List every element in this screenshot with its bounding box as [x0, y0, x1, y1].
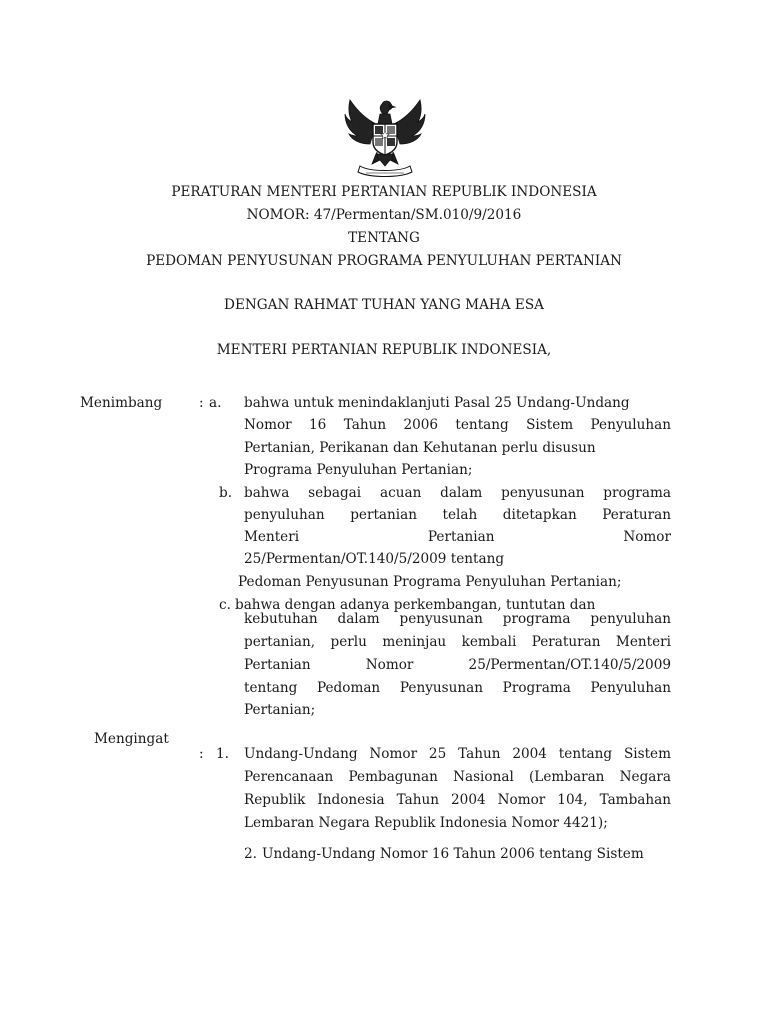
regulation-title: PERATURAN MENTERI PERTANIAN REPUBLIK INDONESIA [171, 184, 597, 200]
mengingat-1-line: Undang-Undang Nomor 25 Tahun 2004 tentang Sistem [244, 746, 671, 762]
menimbang-c-line: Pertanian Nomor 25/Permentan/OT.140/5/2009 [244, 657, 671, 673]
issuer-line: MENTERI PERTANIAN REPUBLIK INDONESIA, [216, 342, 552, 358]
menimbang-c-line: bahwa dengan adanya perkembangan, tuntutan dan [235, 597, 596, 613]
mengingat-2-line: Undang-Undang Nomor 16 Tahun 2006 tentang Sistem [262, 846, 644, 862]
garuda-emblem-icon [340, 94, 430, 180]
mengingat-label: Mengingat [94, 731, 169, 747]
mengingat-1-line: Lembaran Negara Republik Indonesia Nomor 4421); [244, 815, 608, 831]
invocation: DENGAN RAHMAT TUHAN YANG MAHA ESA [224, 297, 544, 313]
mengingat-1-line: Republik Indonesia Tahun 2004 Nomor 104, Tambahan [244, 792, 671, 808]
menimbang-b-line: bahwa sebagai acuan dalam penyusunan programa [244, 485, 671, 501]
menimbang-b-line: 25/Permentan/OT.140/5/2009 tentang [244, 551, 505, 567]
menimbang-b-line: Menteri Pertanian Nomor [244, 529, 671, 545]
regulation-number: NOMOR: 47/Permentan/SM.010/9/2016 [246, 207, 522, 223]
menimbang-b-marker: b. [219, 485, 233, 501]
menimbang-c-line: tentang Pedoman Penyusunan Programa Penyuluhan [244, 680, 671, 696]
menimbang-a-line: Pertanian, Perikanan dan Kehutanan perlu disusun [244, 440, 596, 456]
regulation-subject: PEDOMAN PENYUSUNAN PROGRAMA PENYULUHAN PERTANIAN [146, 253, 622, 269]
regulation-about: TENTANG [348, 230, 420, 246]
menimbang-a-line: bahwa untuk menindaklanjuti Pasal 25 Undang-Undang [244, 395, 630, 411]
menimbang-colon: : [199, 395, 204, 411]
menimbang-a-marker: a. [209, 395, 222, 411]
menimbang-c-line: pertanian, perlu meninjau kembali Peraturan Menteri [244, 634, 671, 650]
menimbang-a-line: Nomor 16 Tahun 2006 tentang Sistem Penyuluhan [244, 417, 671, 433]
mengingat-1-marker: 1. [216, 746, 229, 762]
menimbang-c-line: kebutuhan dalam penyusunan programa penyuluhan [244, 611, 671, 627]
menimbang-b-line: penyuluhan pertanian telah ditetapkan Peraturan [244, 507, 671, 523]
menimbang-label: Menimbang [80, 395, 163, 411]
menimbang-b-line: Pedoman Penyusunan Programa Penyuluhan Pertanian; [238, 574, 622, 590]
mengingat-colon: : [199, 746, 204, 762]
mengingat-2-marker: 2. [244, 846, 257, 862]
menimbang-c-marker: c. [219, 597, 231, 613]
menimbang-a-line: Programa Penyuluhan Pertanian; [244, 462, 473, 478]
mengingat-1-line: Perencanaan Pembagunan Nasional (Lembaran Negara [244, 769, 671, 785]
menimbang-c-line: Pertanian; [244, 702, 316, 718]
